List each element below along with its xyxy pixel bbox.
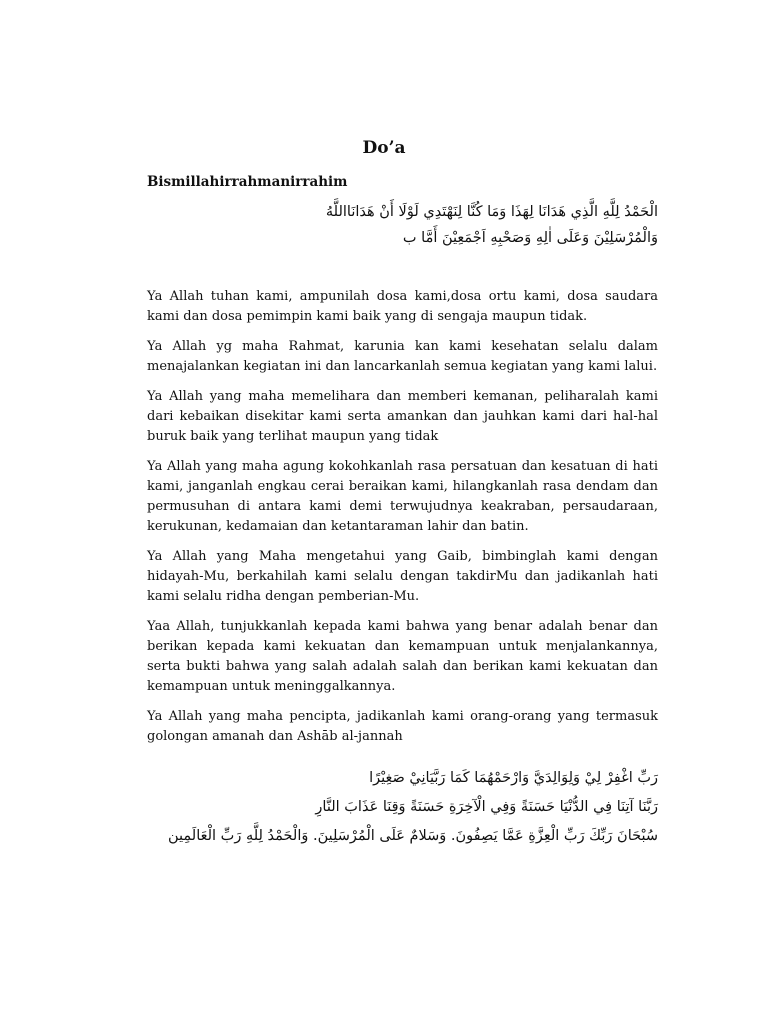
opening-arabic-line-2: وَالْمُرْسَلِيْنَ وَعَلَى اٰلِهِ وَصَحْبِهِ اَجْمَعِيْنَ أَمَّا ب <box>402 230 658 246</box>
page-title: Do’a <box>362 138 406 158</box>
prayer-paragraph-3: Ya Allah yang maha memelihara dan memberi kemanan, peliharalah kami dari kebaikan disekitar kami serta amankan dan jauhkan kami dari hal-hal buruk baik yang terlihat maupun yang tidak <box>147 389 658 444</box>
closing-arabic-line-1: رَبِّ اغْفِرْ لِيْ وَلِوَالِدَيَّ وَارْحَمْهُمَا كَمَا رَبَّيَانِيْ صَغِيْرًا <box>369 770 658 786</box>
prayer-paragraph-2: Ya Allah yg maha Rahmat, karunia kan kami kesehatan selalu dalam menajalankan kegiatan ini dan lancarkanlah semua kegiatan yang kami lalui. <box>147 339 658 374</box>
closing-arabic-line-2: رَبَّنَا آتِنَا فِي الدُّنْيَا حَسَنَةً وَفِي الْآخِرَةِ حَسَنَةً وَقِنَا عَذَابَ النَّارِ <box>315 799 658 815</box>
prayer-paragraph-1: Ya Allah tuhan kami, ampunilah dosa kami,dosa ortu kami, dosa saudara kami dan dosa pemimpin kami baik yang di sengaja maupun tidak. <box>147 289 658 324</box>
closing-arabic <box>138 764 658 851</box>
prayer-paragraph-7: Ya Allah yang maha pencipta, jadikanlah kami orang-orang yang termasuk golongan amanah dan Ashāb al-jannah <box>147 709 658 744</box>
bismillah-heading: Bismillahirrahmanirrahim <box>147 174 348 190</box>
opening-arabic-line-1: الْحَمْدُ لِلَّهِ الَّذِي هَدَانَا لِهَذَا وَمَا كُنَّا لِنَهْتَدِي لَوْلَا أَنْ هَدَانَااللَّهُ <box>325 204 658 220</box>
prayer-paragraph-5: Ya Allah yang Maha mengetahui yang Gaib, bimbinglah kami dengan hidayah-Mu, berkahilah kami selalu dengan takdirMu dan jadikanlah hati kami selalu ridha dengan pemberian-Mu. <box>147 549 658 604</box>
prayer-paragraph-4: Ya Allah yang maha agung kokohkanlah rasa persatuan dan kesatuan di hati kami, janganlah engkau cerai beraikan kami, hilangkanlah rasa dendam dan permusuhan di antara kami demi terwujudnya keakraban, persaudaraan, kerukunan, kedamaian dan ketantaraman lahir dan batin. <box>147 459 658 534</box>
prayer-body <box>147 287 658 757</box>
prayer-paragraph-6: Yaa Allah, tunjukkanlah kepada kami bahwa yang benar adalah benar dan berikan kepada kami kekuatan dan kemampuan untuk menjalankannya, serta bukti bahwa yang salah adalah salah dan berikan kami kekuatan dan kemampuan untuk meninggalkannya. <box>147 619 658 694</box>
closing-arabic-line-3: سُبْحَانَ رَبِّكَ رَبِّ الْعِزَّةِ عَمَّا يَصِفُونَ. وَسَلامٌ عَلَى الْمُرْسَلِينَ. وَالْحَمْدُ لِلَّهِ رَبِّ الْعَالَمِين <box>168 828 658 844</box>
